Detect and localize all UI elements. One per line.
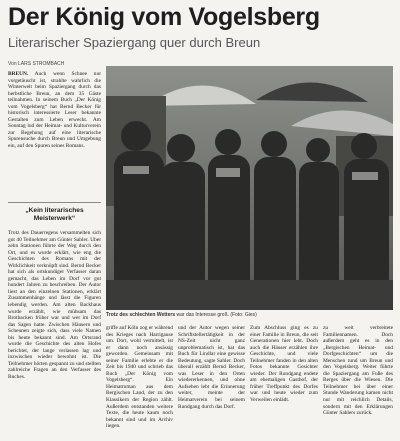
photo-caption	[106, 312, 393, 319]
article-column-5	[323, 325, 393, 438]
column-text: griffe auf Köln zog er während des Krieges nach Harrigause um. Dort, wohl vermittelt, ist er dann noch ansässig geworden. Gemeinsam mit seiner Familie erlebte er die Zeit bis 1940 und schrieb das Buch „Der König vom Vogelsberg“. Ein Heimatroman aus dem Bergischen Land, der zu den Klassikern der Region zählt. Außerdem entstanden weitere Texte, die heute kaum noch bekannt sind und im Archiv liegen.	[106, 325, 173, 430]
article-column-3	[178, 325, 245, 438]
left-column-text: Trotz des Dauerregens versammelten sich gut 40 Teilnehmer am Günter Sahler. Uber zehn Stationen führte der Weg durch den Ort, und es wurde erklärt, wie eng die Geschichten des Romans mit der Wirklichkeit verknüpft sind. Bernd Becker hat sich als ortskundiger Verfasser daran gemacht, das Leben im Dorf vor gut hundert Jahren zu beschreiben. Der Autor liest an den einzelnen Stationen, erklärt Zusammenhänge und lässt die Figuren lebendig werden. Am alten Backhaus wurde erzählt, wie mühsam das Brotbacken früher war und wer im Dorf das Sagen hatte. Zwischen Häusern und Scheunen zeigte sich, dass viele Namen bis heute bekannt sind. Am Ortsrand wurde die Geschichte des alten Hofes berichtet, der lange verlassen lag und inzwischen wieder bewohnt ist. Die Teilnehmer hörten gespannt zu und stellten zahlreiche Fragen an den Verfasser des Buches.	[8, 230, 101, 381]
article-subtitle-text: „Kein literarisches Meisterwerk“	[25, 207, 84, 222]
article-subheadline: Literarischer Spaziergang quer durch Breun	[8, 35, 261, 50]
photo-caption-bold: Trotz des schlechten Wetters	[106, 312, 176, 318]
article-left-column	[8, 230, 101, 438]
intro-text: Auch wenn Schnee nur vorgetäuscht ist, strahlte wahrlich die Winterwelt beim Spaziergang durch das herbstliche Breun, an dem 35 Gäste teilnahmen. In seinem Buch „Der König vom Vogelsberg“ hat Bernd Becker für historisch interessierte Leser bekannte Gestalten zum Leben erweckt. Am Sonntag lud der Heimat- und Kulturverein zur Begehung auf eine literarische Spurensuche durch Breun und Umgebung ein, auf den Spuren seines Romans.	[8, 71, 101, 150]
article-subtitle	[8, 202, 101, 227]
article-column-4	[250, 325, 318, 438]
article-intro	[8, 71, 101, 197]
article-byline: Von LARS STROMBACH	[8, 61, 65, 67]
photo-caption-rest: war das Interesse groß. (Foto: Gies)	[175, 312, 257, 318]
dateline: BREUN.	[8, 71, 29, 77]
article-column-2	[106, 325, 173, 438]
column-text: und der Autor wegen seiner Schriftstellertätigkeit in der NS-Zeit nicht ganz unproblematisch ist, hat das Buch für Lindlar eine gewisse Bedeutung, sagte Sahler. Doch überall erzählt Bernd Becker, was Leser in den Orten wiedererkennen, und ohne Aufsehen lebt die Erinnerung weiter, meinte der Heimatverein bei seinem Rundgang durch das Dorf.	[178, 325, 245, 410]
article-photo	[106, 66, 393, 310]
column-text: zu weit verbreitete Familiennamen. Doch außerdem geht es in den „Bergischen Heimat- und Dorfgeschichten“ um die Menschen rund um Breun und den Vogelsberg. Weiter führte die Spaziergang am Fuße des Berges über die Wiesen. Die Teilnehmer bei über einer Stunde Wanderung kamen nicht nur mit reichlich Details, sondern mit den Erklärungen Günter Sahlers zurück.	[323, 325, 393, 417]
column-text: Zum Abschluss ging es zu einer Familie in Breun, die seit Generationen hier lebt. Doch auch die Häuser erzählen ihre Geschichte, und viele Teilnehmer fanden in den alten Fotos bekannte Gesichter wieder. Der Rundgang endete am ehemaligen Gasthof, der früher Treffpunkt des Dorfes war und heute wieder zum Verweilen einlädt.	[250, 325, 318, 404]
article-headline: Der König vom Vogelsberg	[8, 3, 320, 31]
group-photo-image	[106, 66, 393, 310]
